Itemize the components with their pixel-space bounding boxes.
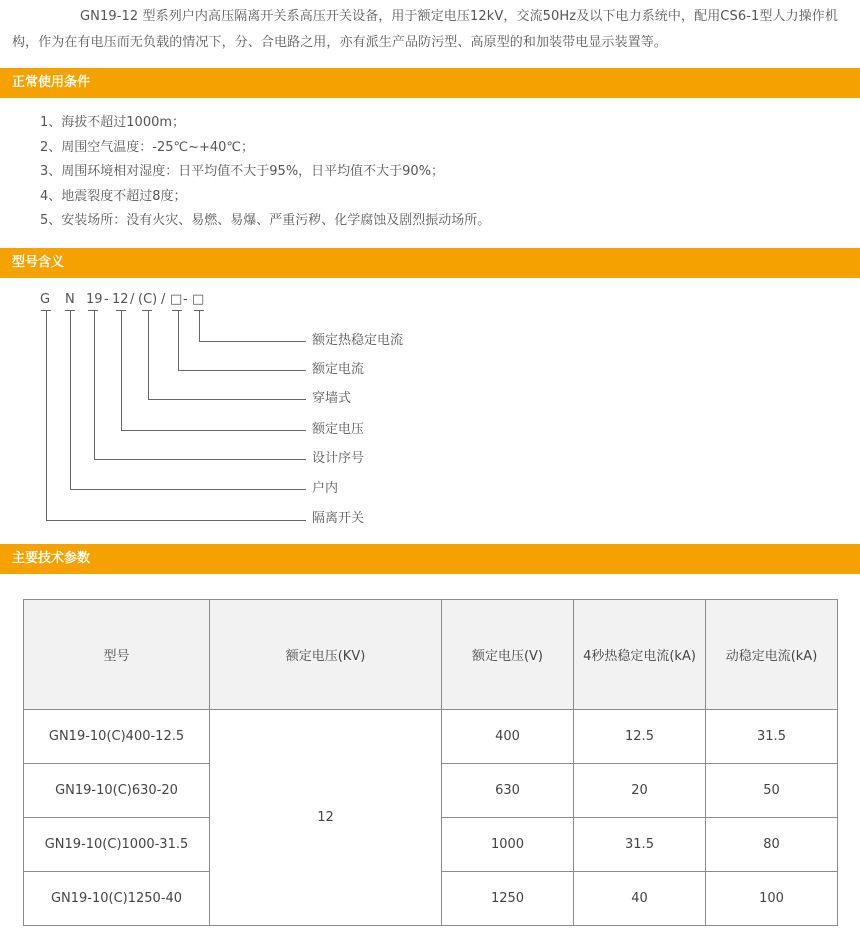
cell-thermal: 20 [574, 764, 706, 818]
cell-rated-voltage: 12 [210, 710, 442, 926]
cell-current: 400 [442, 710, 574, 764]
model-code-current: □ [170, 292, 183, 307]
cell-dynamic: 80 [706, 818, 838, 872]
params-table [23, 599, 838, 926]
model-code-wall: (C) [138, 292, 158, 307]
cell-model: GN19-10(C)1000-31.5 [24, 818, 210, 872]
table-row [24, 710, 838, 764]
connector-line [179, 311, 307, 371]
model-code-series: 19 [86, 292, 103, 307]
cell-current: 1000 [442, 818, 574, 872]
header-rated-voltage-kv: 额定电压(KV) [210, 600, 442, 710]
cell-current: 1250 [442, 872, 574, 926]
model-code-thermal: □ [192, 292, 205, 307]
list-item: 1、海拔不超过1000m； [40, 115, 186, 130]
model-code-dash: - [183, 292, 188, 307]
table-header-row [24, 600, 838, 710]
cell-dynamic: 100 [706, 872, 838, 926]
model-code-dash: - [104, 292, 109, 307]
model-code-g: G [40, 292, 51, 307]
list-item: 2、周围空气温度：-25℃~+40℃； [40, 139, 255, 155]
cell-thermal: 40 [574, 872, 706, 926]
cell-dynamic: 50 [706, 764, 838, 818]
list-item: 4、地震裂度不超过8度； [40, 188, 187, 204]
connector-line [122, 311, 307, 431]
cell-model: GN19-10(C)400-12.5 [24, 710, 210, 764]
cell-model: GN19-10(C)1250-40 [24, 872, 210, 926]
label-indoor: 户内 [312, 481, 339, 496]
label-thermal-current: 额定热稳定电流 [312, 333, 404, 348]
header-dynamic-current: 动稳定电流(kA) [706, 600, 838, 710]
header-model: 型号 [24, 600, 210, 710]
list-item: 5、安装场所：没有火灾、易燃、易爆、严重污秽、化学腐蚀及剧烈振动场所。 [40, 213, 491, 228]
header-thermal-current: 4秒热稳定电流(kA) [574, 600, 706, 710]
label-design-no: 设计序号 [312, 451, 365, 466]
section-header-params: 主要技术参数 [0, 544, 860, 574]
connector-line [71, 311, 307, 490]
connector-line [200, 311, 307, 342]
label-isolator: 隔离开关 [312, 511, 365, 526]
section-header-model: 型号含义 [0, 248, 860, 278]
connector-line [47, 311, 307, 521]
model-code-slash: / [130, 292, 135, 307]
section-header-conditions: 正常使用条件 [0, 68, 860, 98]
list-item: 3、周围环境相对湿度：日平均值不大于95%，日平均值不大于90%； [40, 164, 445, 179]
cell-thermal: 31.5 [574, 818, 706, 872]
label-wall-type: 穿墙式 [312, 391, 352, 406]
cell-thermal: 12.5 [574, 710, 706, 764]
connector-line [149, 311, 307, 400]
conditions-list [40, 111, 490, 234]
header-rated-current: 额定电压(V) [442, 600, 574, 710]
model-code-n: N [65, 292, 75, 307]
label-rated-current: 额定电流 [312, 362, 365, 377]
intro-paragraph: GN19-12 型系列户内高压隔离开关系高压开关设备，用于额定电压12kV，交流50Hz及以下电力系统中，配用CS6-1型人力操作机构，作为在有电压而无负载的情况下，分、合电路之用，亦有派生产品防污型、高原型的和加装带电显示装置等。 [12, 9, 838, 50]
model-code-voltage: 12 [112, 292, 129, 307]
label-rated-voltage: 额定电压 [312, 422, 365, 437]
cell-current: 630 [442, 764, 574, 818]
model-code-slash: / [161, 292, 166, 307]
cell-model: GN19-10(C)630-20 [24, 764, 210, 818]
connector-line [95, 311, 307, 460]
cell-dynamic: 31.5 [706, 710, 838, 764]
